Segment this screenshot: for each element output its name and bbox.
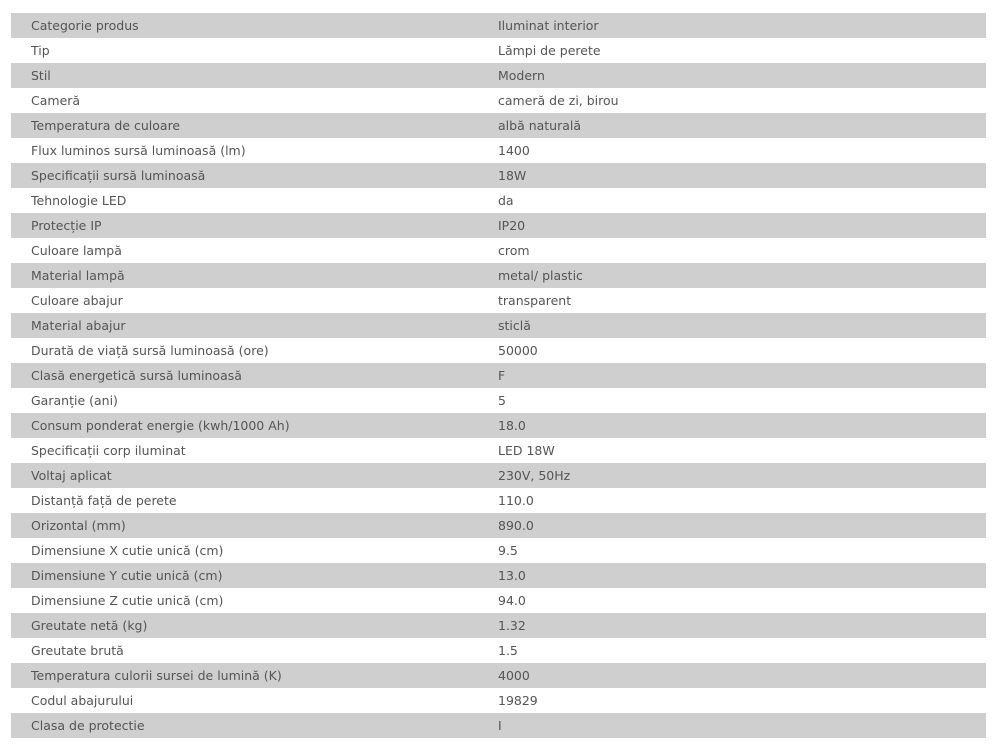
spec-label: Temperatura culorii sursei de lumină (K) (31, 668, 282, 683)
spec-label: Durată de viață sursă luminoasă (ore) (31, 343, 269, 358)
table-row (11, 488, 986, 513)
spec-value: 18W (498, 168, 527, 183)
spec-value: 13.0 (498, 568, 526, 583)
spec-label: Tip (31, 43, 50, 58)
spec-value: 890.0 (498, 518, 534, 533)
table-row (11, 613, 986, 638)
spec-value: I (498, 718, 502, 733)
spec-value: metal/ plastic (498, 268, 583, 283)
spec-label: Tehnologie LED (31, 193, 127, 208)
spec-value: 110.0 (498, 493, 534, 508)
spec-label: Clasa de protectie (31, 718, 145, 733)
table-row (11, 513, 986, 538)
spec-label: Dimensiune X cutie unică (cm) (31, 543, 224, 558)
spec-label: Culoare lampă (31, 243, 122, 258)
table-row (11, 238, 986, 263)
table-row (11, 438, 986, 463)
spec-value: 50000 (498, 343, 538, 358)
spec-value: crom (498, 243, 530, 258)
spec-label: Dimensiune Z cutie unică (cm) (31, 593, 224, 608)
spec-label: Greutate netă (kg) (31, 618, 148, 633)
table-row (11, 363, 986, 388)
table-row (11, 388, 986, 413)
spec-label: Specificații corp iluminat (31, 443, 186, 458)
spec-value: 5 (498, 393, 506, 408)
spec-label: Greutate brută (31, 643, 124, 658)
spec-value: LED 18W (498, 443, 555, 458)
spec-value: da (498, 193, 514, 208)
table-row (11, 313, 986, 338)
spec-label: Orizontal (mm) (31, 518, 126, 533)
spec-label: Consum ponderat energie (kwh/1000 Ah) (31, 418, 290, 433)
spec-label: Protecție IP (31, 218, 102, 233)
table-row (11, 588, 986, 613)
spec-value: Lămpi de perete (498, 43, 601, 58)
table-row (11, 263, 986, 288)
table-row (11, 113, 986, 138)
table-row (11, 38, 986, 63)
spec-value: albă naturală (498, 118, 582, 133)
spec-label: Dimensiune Y cutie unică (cm) (31, 568, 223, 583)
spec-label: Flux luminos sursă luminoasă (lm) (31, 143, 246, 158)
spec-value: 18.0 (498, 418, 526, 433)
spec-label: Distanță față de perete (31, 493, 177, 508)
table-row (11, 138, 986, 163)
spec-label: Voltaj aplicat (31, 468, 112, 483)
table-row (11, 688, 986, 713)
spec-label: Temperatura de culoare (31, 118, 181, 133)
spec-label: Clasă energetică sursă luminoasă (31, 368, 242, 383)
table-row (11, 163, 986, 188)
table-row (11, 663, 986, 688)
table-row (11, 338, 986, 363)
spec-value: Modern (498, 68, 545, 83)
spec-label: Categorie produs (31, 18, 139, 33)
table-row (11, 413, 986, 438)
spec-value: 19829 (498, 693, 538, 708)
table-row (11, 638, 986, 663)
table-row (11, 213, 986, 238)
spec-value: 94.0 (498, 593, 526, 608)
spec-label: Codul abajurului (31, 693, 134, 708)
spec-label: Cameră (31, 93, 81, 108)
spec-value: Iluminat interior (498, 18, 599, 33)
spec-label: Stil (31, 68, 51, 83)
spec-value: cameră de zi, birou (498, 93, 619, 108)
spec-value: IP20 (498, 218, 526, 233)
table-row (11, 88, 986, 113)
table-row (11, 63, 986, 88)
spec-label: Culoare abajur (31, 293, 123, 308)
spec-value: 4000 (498, 668, 530, 683)
spec-label: Material lampă (31, 268, 125, 283)
spec-value: 1.32 (498, 618, 526, 633)
table-row (11, 288, 986, 313)
table-row (11, 188, 986, 213)
spec-label: Garanție (ani) (31, 393, 118, 408)
table-row (11, 713, 986, 738)
table-row (11, 563, 986, 588)
spec-label: Specificații sursă luminoasă (31, 168, 206, 183)
specifications-table (11, 13, 986, 738)
spec-value: 9.5 (498, 543, 518, 558)
spec-value: 230V, 50Hz (498, 468, 571, 483)
table-row (11, 463, 986, 488)
spec-label: Material abajur (31, 318, 126, 333)
spec-value: 1.5 (498, 643, 518, 658)
spec-value: sticlă (498, 318, 531, 333)
spec-value: F (498, 368, 506, 383)
spec-value: 1400 (498, 143, 530, 158)
table-row (11, 538, 986, 563)
spec-value: transparent (498, 293, 572, 308)
table-row (11, 13, 986, 38)
